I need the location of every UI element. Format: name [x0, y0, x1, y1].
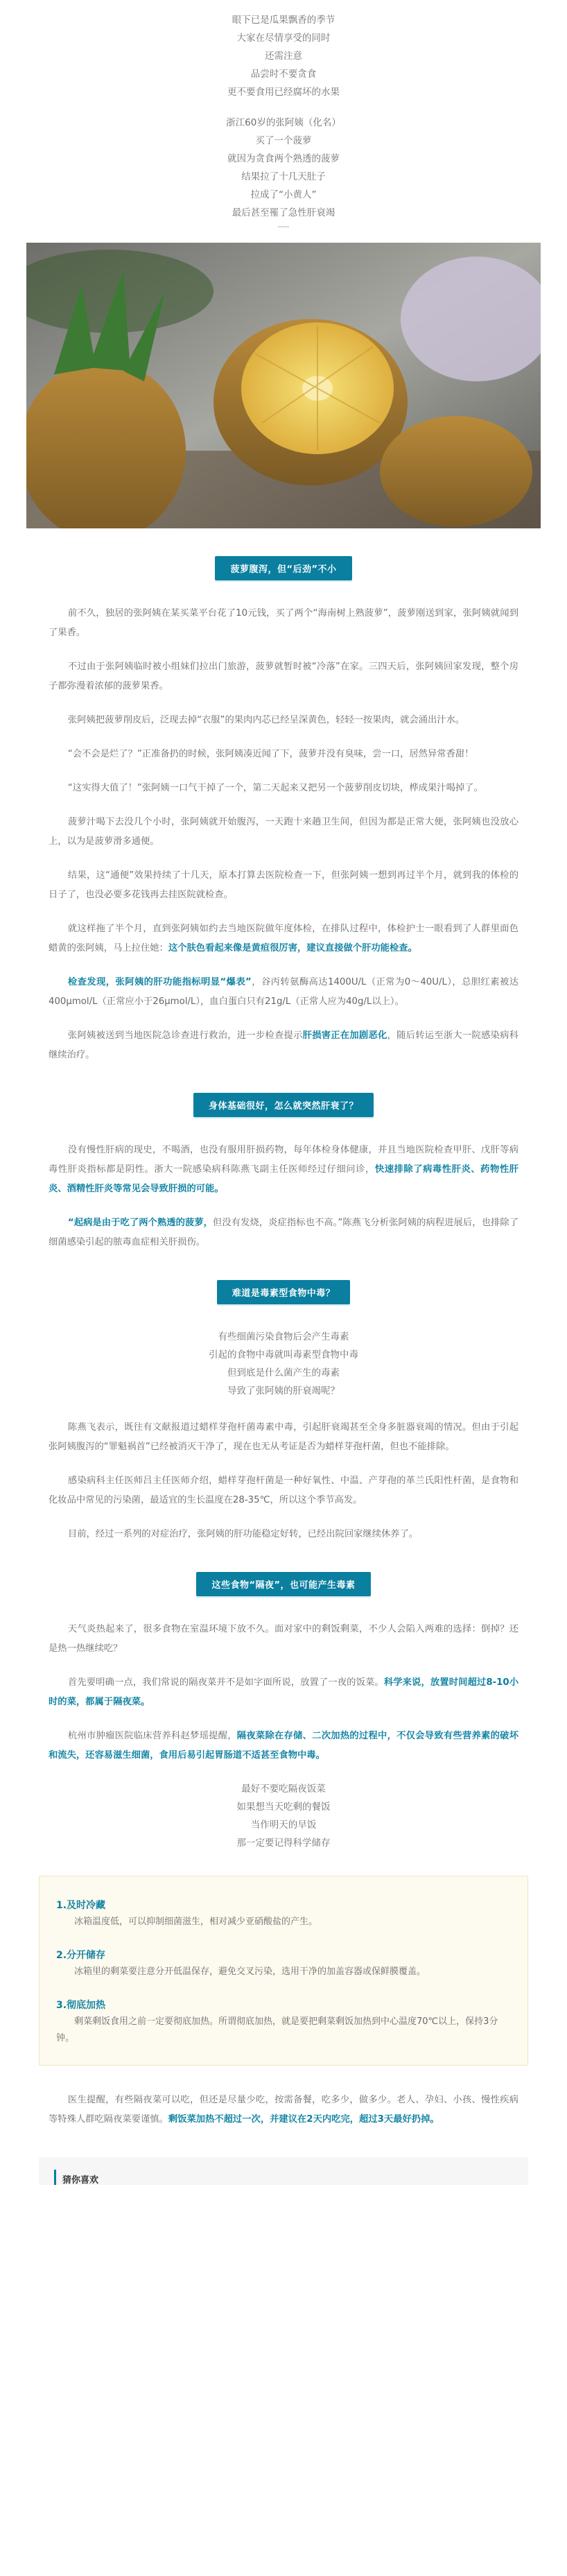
paragraph [0, 711, 567, 730]
section-title: 这些食物“隔夜”，也可能产生毒素 [196, 1572, 370, 1596]
paragraph-text: 就这样拖了半个月，直到张阿姨如约去当地医院做年度体检，在排队过程中，体检护士一眼看到了人群里面色蜡黄的张阿姨，马上拉住她： [49, 924, 518, 953]
paragraph-text: 结果，这“通便”效果持续了十几天，原本打算去医院检查一下，但张阿姨一想到再过半个月，就到我的体检的日子了，也没必要多花钱再去挂医院就检查。 [49, 870, 518, 900]
center-line: 最好不要吃隔夜饭菜 [241, 1783, 326, 1795]
tip-body: 剩菜剩饭食用之前一定要彻底加热。所谓彻底加热，就是要把剩菜剩饭加热到中心温度70℃以上，保持3分钟。 [56, 2016, 498, 2043]
paragraph [0, 779, 567, 798]
paragraph-text: 张阿姨把菠萝削皮后，泛现去掉“衣服”的果肉内芯已经呈深黄色，轻轻一按果肉，就会涌出汁水。 [67, 715, 465, 725]
paragraph [0, 813, 567, 852]
center-line: 如果想当天吃剩的餐饭 [236, 1801, 331, 1813]
recommend-label: 猜你喜欢 [62, 2175, 99, 2185]
paragraph [0, 973, 567, 1012]
center-line: 有些细菌污染食物后会产生毒素 [218, 1331, 349, 1342]
paragraph-text: 天气炎热起来了，很多食物在室温环境下放不久。面对家中的剩饭剩菜，不少人会陷入两难的选择：倒掉？还是热一热继续吃？ [49, 1624, 518, 1654]
highlight-text: 隔夜菜除在存储、二次加热的过程中，不仅会导致有些营养素的破坏和流失，还容易滋生细菌，食用后易引起胃肠道不适甚至食物中毒。 [49, 1731, 519, 1761]
highlight-text: “起病是由于吃了两个熟透的菠萝， [67, 1218, 213, 1228]
highlight-text: 检查发现，张阿姨的肝功能指标明显“爆表” [67, 977, 252, 987]
pineapple-photo [26, 243, 541, 528]
paragraph [0, 657, 567, 696]
center-line: 但到底是什么菌产生的毒素 [227, 1367, 340, 1378]
center-line: 导致了张阿姨的肝衰竭呢？ [227, 1385, 340, 1397]
intro-line: 浙江60岁的张阿姨（化名） [226, 117, 341, 128]
paragraph [0, 604, 567, 643]
paragraph-text: 前不久，独居的张阿姨在某买菜平台花了10元钱，买了两个“海南树上熟菠萝”，菠萝刚送到家，张阿姨就闻到了果香。 [49, 608, 518, 638]
paragraph-text: ，随后转运至浙大一院感染病科继续治疗。 [49, 1030, 519, 1060]
paragraph-text: “这实得大值了！”张阿姨一口气干掉了一个，第二天起来又把另一个菠萝削皮切块，桦成果汁喝掉了。 [67, 783, 483, 793]
highlight-text: 肝损害正在加剧恶化 [302, 1030, 387, 1041]
highlight-text: 快速排除了病毒性肝炎、药物性肝炎、酒精性肝炎等常见会导致肝损的可能。 [49, 1164, 519, 1194]
section-body [0, 1141, 567, 1252]
paragraph-text: 目前，经过一系列的对症治疗，张阿姨的肝功能稳定好转，已经出院回家继续休养了。 [67, 1529, 419, 1539]
intro-line: 还需注意 [265, 51, 302, 62]
paragraph [0, 1620, 567, 1659]
tip-title: 3.彻底加热 [56, 2000, 106, 2011]
paragraph-text: 菠萝汁喝下去没几个小时，张阿姨就开始腹泻，一天跑十来趟卫生间，但因为都是正常大便，张阿姨也没放心上，以为是菠萝滑多通便。 [49, 817, 518, 847]
paragraph [0, 1673, 567, 1712]
intro-line: 品尝时不要贪食 [250, 69, 317, 80]
accent-bar [54, 2170, 56, 2185]
section-body [0, 604, 567, 1065]
storage-tips-box [39, 1876, 528, 2066]
closing-paragraph [0, 2091, 567, 2129]
tip-title: 1.及时冷藏 [56, 1900, 106, 1911]
section-title: 菠萝腹泻，但“后劲”不小 [215, 556, 351, 580]
highlight-text: 科学来说，放置时间超过8-10小时的菜，都属于隔夜菜。 [49, 1677, 519, 1707]
recommend-card[interactable] [39, 2157, 528, 2185]
intro-line: 拉成了“小黄人” [250, 189, 317, 200]
section-body [0, 1620, 567, 1765]
center-line: 引起的食物中毒就叫毒素型食物中毒 [209, 1349, 358, 1360]
paragraph-text: 张阿姨被送到当地医院急诊查进行救治，进一步检查提示 [67, 1030, 303, 1041]
divider [278, 226, 289, 227]
paragraph-text: “会不会是烂了？”正准备扔的时候，张阿姨凑近闻了下，菠萝并没有臭味，尝一口，居然异常香甜！ [67, 749, 474, 759]
paragraph [0, 919, 567, 958]
paragraph-text: 陈燕飞表示，既往有文献报道过蜡样芽孢杆菌毒素中毒，引起肝衰竭甚至全身多脏器衰竭的情况。但由于引起张阿姨腹泻的“罪魁祸首”已经被消灭干净了，现在也无从考证是否为蜡样芽孢杆菌，但也不能排除。 [49, 1422, 518, 1452]
intro-block [0, 0, 567, 227]
paragraph-text: 不过由于张阿姨临时被小组妹们拉出门旅游，菠萝就暂时被“冷落”在家。三四天后，张阿姨回家发现，整个房子都弥漫着浓郁的菠萝果香。 [49, 662, 518, 691]
intro-line: 结果拉了十几天肚子 [241, 171, 326, 182]
section-body [0, 1418, 567, 1544]
center-lines [0, 1328, 567, 1400]
paragraph-text: 但没有发烧，炎症指标也不高。”陈燕飞分析张阿姨的病程进展后，也排除了细菌感染引起的脓毒血症相关肝损伤。 [49, 1218, 518, 1247]
intro-line: 大家在尽情享受的同时 [236, 33, 331, 44]
paragraph [0, 1026, 567, 1065]
highlight-text: 剩饭菜加热不超过一次，并建议在2天内吃完，超过3天最好扔掉。 [168, 2114, 439, 2125]
intro-line: 最后甚至罹了急性肝衰竭 [232, 207, 335, 218]
paragraph-text: ，谷丙转氨酶高达1400U/L（正常为0～40U/L），总胆红素被达400μmol/L（正常应小于26μmol/L），血白蛋白只有21g/L（正常人应为40g/L以上）。 [49, 977, 519, 1007]
tip-body: 冰箱里的剩菜要注意分开低温保存，避免交叉污染，选用干净的加盖容器或保鲜膜覆盖。 [74, 1966, 426, 1977]
paragraph [0, 866, 567, 905]
center-lines [0, 1780, 567, 1852]
center-line: 当作明天的早饭 [250, 1819, 317, 1831]
paragraph [0, 1525, 567, 1544]
intro-line: 买了一个菠萝 [255, 135, 312, 146]
pineapple-photo-icon [26, 243, 541, 528]
paragraph-text: 杭州市肿瘤医院临床营养科赵梦瑶提醒， [67, 1731, 237, 1741]
tip-item [56, 1997, 511, 2047]
paragraph-text: 没有慢性肝病的现史，不喝酒，也没有服用肝损药物，每年体检身体健康，并且当地医院检查甲肝、戊肝等病毒性肝炎指标都是阴性。浙大一院感染病科陈燕飞副主任医师经过仔细问诊， [49, 1145, 518, 1175]
paragraph [0, 1213, 567, 1252]
tip-title: 2.分开储存 [56, 1950, 106, 1961]
center-line: 那一定要记得科学储存 [236, 1838, 331, 1849]
paragraph-text: 医生提醒，有些隔夜菜可以吃，但还是尽量少吃，按需备餐，吃多少，做多少。老人、孕妇、小孩、慢性疾病等特殊人群吃隔夜菜要谨慎。 [49, 2095, 518, 2125]
paragraph [0, 1471, 567, 1510]
paragraph-text: 首先要明确一点，我们常说的隔夜菜并不是如字面所说，放置了一夜的饭菜。 [67, 1677, 384, 1688]
paragraph-text: 感染病科主任医师吕主任医师介绍，蜡样芽孢杆菌是一种好氧性、中温、产芽孢的革兰氏阳性杆菌，是食物和化妆品中常见的污染菌，最适宜的生长温度在28-35℃，所以这个季节高发。 [49, 1476, 518, 1505]
paragraph [0, 1418, 567, 1457]
paragraph [0, 1727, 567, 1765]
section-title: 身体基础很好，怎么就突然肝衰了？ [193, 1093, 374, 1117]
paragraph [0, 1141, 567, 1199]
tip-item [56, 1897, 511, 1930]
highlight-text: 这个肤色看起来像是黄疸很厉害，建议直接做个肝功能检查。 [168, 943, 417, 953]
intro-line: 眼下已是瓜果飘香的季节 [232, 15, 335, 26]
section-title: 难道是毒素型食物中毒？ [217, 1280, 351, 1304]
tip-body: 冰箱温度低，可以抑制细菌滋生，相对减少亚硝酸盐的产生。 [74, 1917, 318, 1927]
paragraph [0, 745, 567, 764]
intro-line: 更不要食用已经腐坏的水果 [227, 87, 340, 98]
intro-line: 就因为贪食两个熟透的菠萝 [227, 153, 340, 164]
tip-item [56, 1947, 511, 1980]
